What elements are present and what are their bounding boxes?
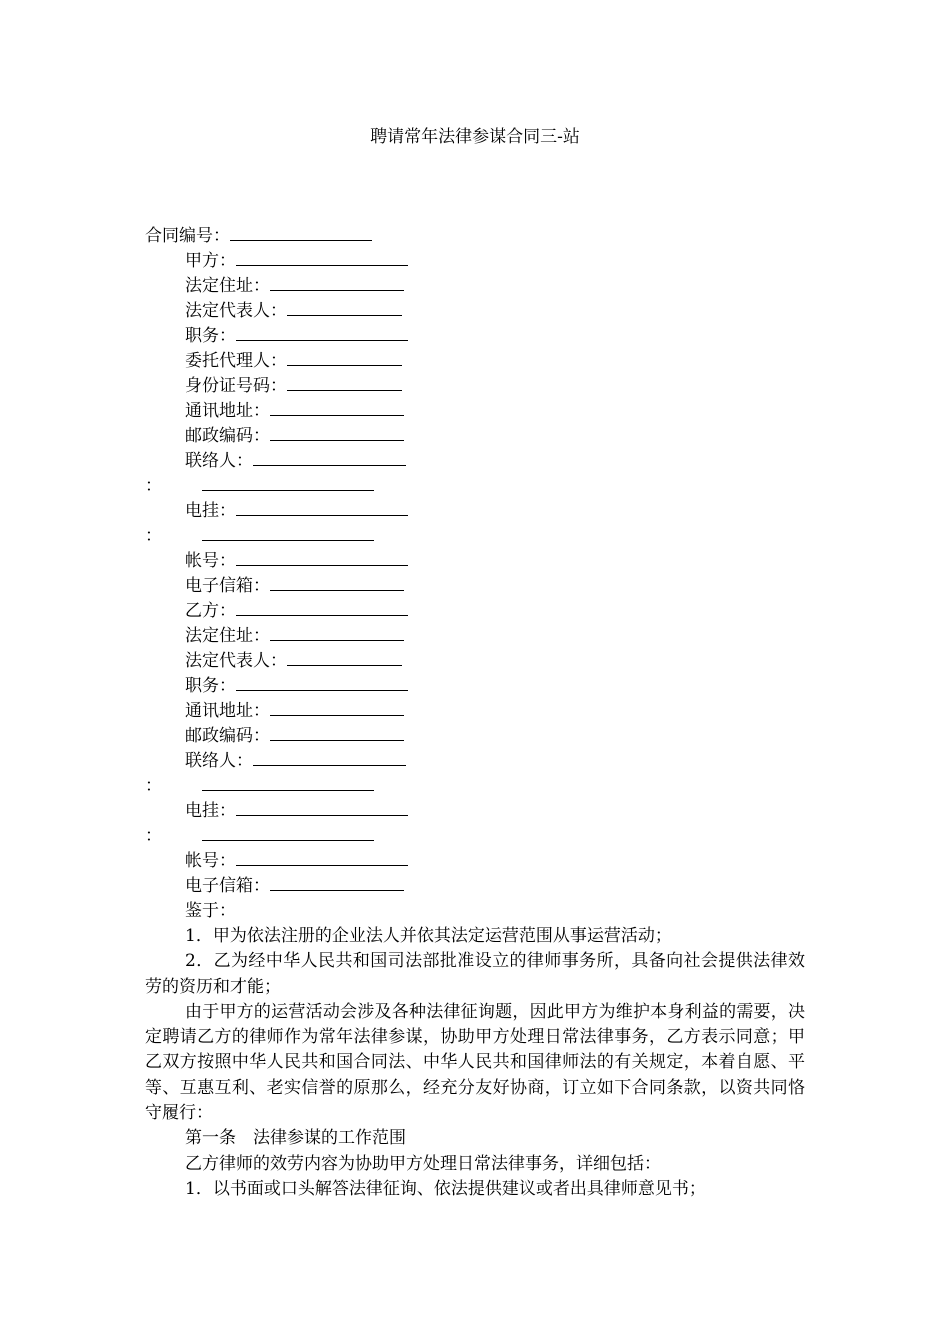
party-b-account-field bbox=[145, 849, 805, 874]
field-label: 职务： bbox=[185, 676, 236, 696]
field-label: 邮政编码： bbox=[185, 726, 270, 746]
field-blank bbox=[270, 625, 404, 641]
field-label: 职务： bbox=[185, 326, 236, 346]
field-blank bbox=[270, 425, 404, 441]
field-blank bbox=[270, 875, 404, 891]
party-a-unnamed-field bbox=[145, 474, 805, 499]
field-blank bbox=[236, 500, 408, 516]
field-blank bbox=[236, 250, 408, 266]
field-blank bbox=[236, 800, 408, 816]
field-label: 乙方： bbox=[185, 601, 236, 621]
field-label: 帐号： bbox=[185, 851, 236, 871]
field-blank bbox=[270, 400, 404, 416]
party-a-email-field bbox=[145, 574, 805, 599]
field-blank bbox=[270, 275, 404, 291]
field-label: 通讯地址： bbox=[185, 701, 270, 721]
party-a-name-field bbox=[145, 249, 805, 274]
article-1-item-1: 1．以书面或口头解答法律征询、依法提供建议或者出具律师意见书； bbox=[185, 1178, 706, 1199]
party-b-name-field bbox=[145, 599, 805, 624]
whereas-item-1: 1．甲为依法注册的企业法人并依其法定运营范围从事运营活动； bbox=[185, 926, 672, 946]
whereas-item-2: 2．乙为经中华人民共和国司法部批准设立的律师事务所，具备向社会提供法律效劳的资历和才能； bbox=[145, 951, 805, 997]
field-label: 电子信箱： bbox=[185, 876, 270, 896]
field-label: 电子信箱： bbox=[185, 576, 270, 596]
field-label: 邮政编码： bbox=[185, 426, 270, 446]
party-b-title-field bbox=[145, 674, 805, 699]
field-blank bbox=[202, 825, 374, 841]
party-b-postcode-field bbox=[145, 724, 805, 749]
party-a-address-field bbox=[145, 274, 805, 299]
document-title: 聘请常年法律参谋合同三-站 bbox=[370, 127, 580, 147]
field-label: 法定住址： bbox=[185, 276, 270, 296]
field-blank bbox=[270, 700, 404, 716]
field-label: 电挂： bbox=[185, 501, 236, 521]
party-b-contact-field bbox=[145, 749, 805, 774]
party-a-contact-field bbox=[145, 449, 805, 474]
party-b-mail-address-field bbox=[145, 699, 805, 724]
party-b-unnamed-field bbox=[145, 824, 805, 849]
party-b-email-field bbox=[145, 874, 805, 899]
party-a-representative-field bbox=[145, 299, 805, 324]
field-label: 通讯地址： bbox=[185, 401, 270, 421]
party-b-representative-field bbox=[145, 649, 805, 674]
party-a-unnamed-field bbox=[145, 524, 805, 549]
field-blank bbox=[287, 650, 402, 666]
party-a-mail-address-field bbox=[145, 399, 805, 424]
party-a-agent-field bbox=[145, 349, 805, 374]
field-blank bbox=[202, 775, 374, 791]
field-blank bbox=[230, 225, 372, 241]
field-blank bbox=[236, 600, 408, 616]
field-blank bbox=[202, 475, 374, 491]
contract-body bbox=[145, 224, 805, 1202]
field-blank bbox=[270, 575, 404, 591]
field-blank bbox=[253, 750, 406, 766]
field-blank bbox=[287, 350, 402, 366]
field-label: ： bbox=[145, 776, 162, 796]
field-label: 合同编号： bbox=[145, 226, 230, 246]
field-blank bbox=[236, 325, 408, 341]
party-b-unnamed-field bbox=[145, 774, 805, 799]
party-a-title-field bbox=[145, 324, 805, 349]
main-paragraph: 由于甲方的运营活动会涉及各种法律征询题，因此甲方为维护本身利益的需要，决定聘请乙方的律师作为常年法律参谋，协助甲方处理日常法律事务，乙方表示同意；甲乙双方按照中华人民共和国合同法、中华人民共和国律师法的有关规定，本着自愿、平等、互惠互利、老实信誉的原那么，经充分友好协商，订立如下合同条款，以资共同恪守履行： bbox=[145, 1001, 805, 1124]
field-blank bbox=[253, 450, 406, 466]
field-label: 联络人： bbox=[185, 751, 253, 771]
field-label: ： bbox=[145, 526, 162, 546]
field-label: 身份证号码： bbox=[185, 376, 287, 396]
field-blank bbox=[202, 525, 374, 541]
field-blank bbox=[236, 850, 408, 866]
party-a-postcode-field bbox=[145, 424, 805, 449]
field-label: 法定代表人： bbox=[185, 651, 287, 671]
field-blank bbox=[236, 550, 408, 566]
article-1-intro: 乙方律师的效劳内容为协助甲方处理日常法律事务，详细包括： bbox=[185, 1153, 661, 1174]
party-a-account-field bbox=[145, 549, 805, 574]
contract-number-field bbox=[145, 224, 805, 249]
party-a-telegraph-field bbox=[145, 499, 805, 524]
field-blank bbox=[270, 725, 404, 741]
party-a-id-field bbox=[145, 374, 805, 399]
field-blank bbox=[236, 675, 408, 691]
field-label: 帐号： bbox=[185, 551, 236, 571]
field-blank bbox=[287, 375, 402, 391]
field-label: ： bbox=[145, 826, 162, 846]
whereas-heading: 鉴于： bbox=[185, 901, 236, 921]
party-b-telegraph-field bbox=[145, 799, 805, 824]
party-b-address-field bbox=[145, 624, 805, 649]
field-label: 委托代理人： bbox=[185, 351, 287, 371]
field-label: 法定住址： bbox=[185, 626, 270, 646]
field-blank bbox=[287, 300, 402, 316]
field-label: ： bbox=[145, 476, 162, 496]
article-1-heading: 第一条 法律参谋的工作范围 bbox=[185, 1128, 406, 1149]
field-label: 联络人： bbox=[185, 451, 253, 471]
field-label: 电挂： bbox=[185, 801, 236, 821]
field-label: 甲方： bbox=[185, 251, 236, 271]
field-label: 法定代表人： bbox=[185, 301, 287, 321]
